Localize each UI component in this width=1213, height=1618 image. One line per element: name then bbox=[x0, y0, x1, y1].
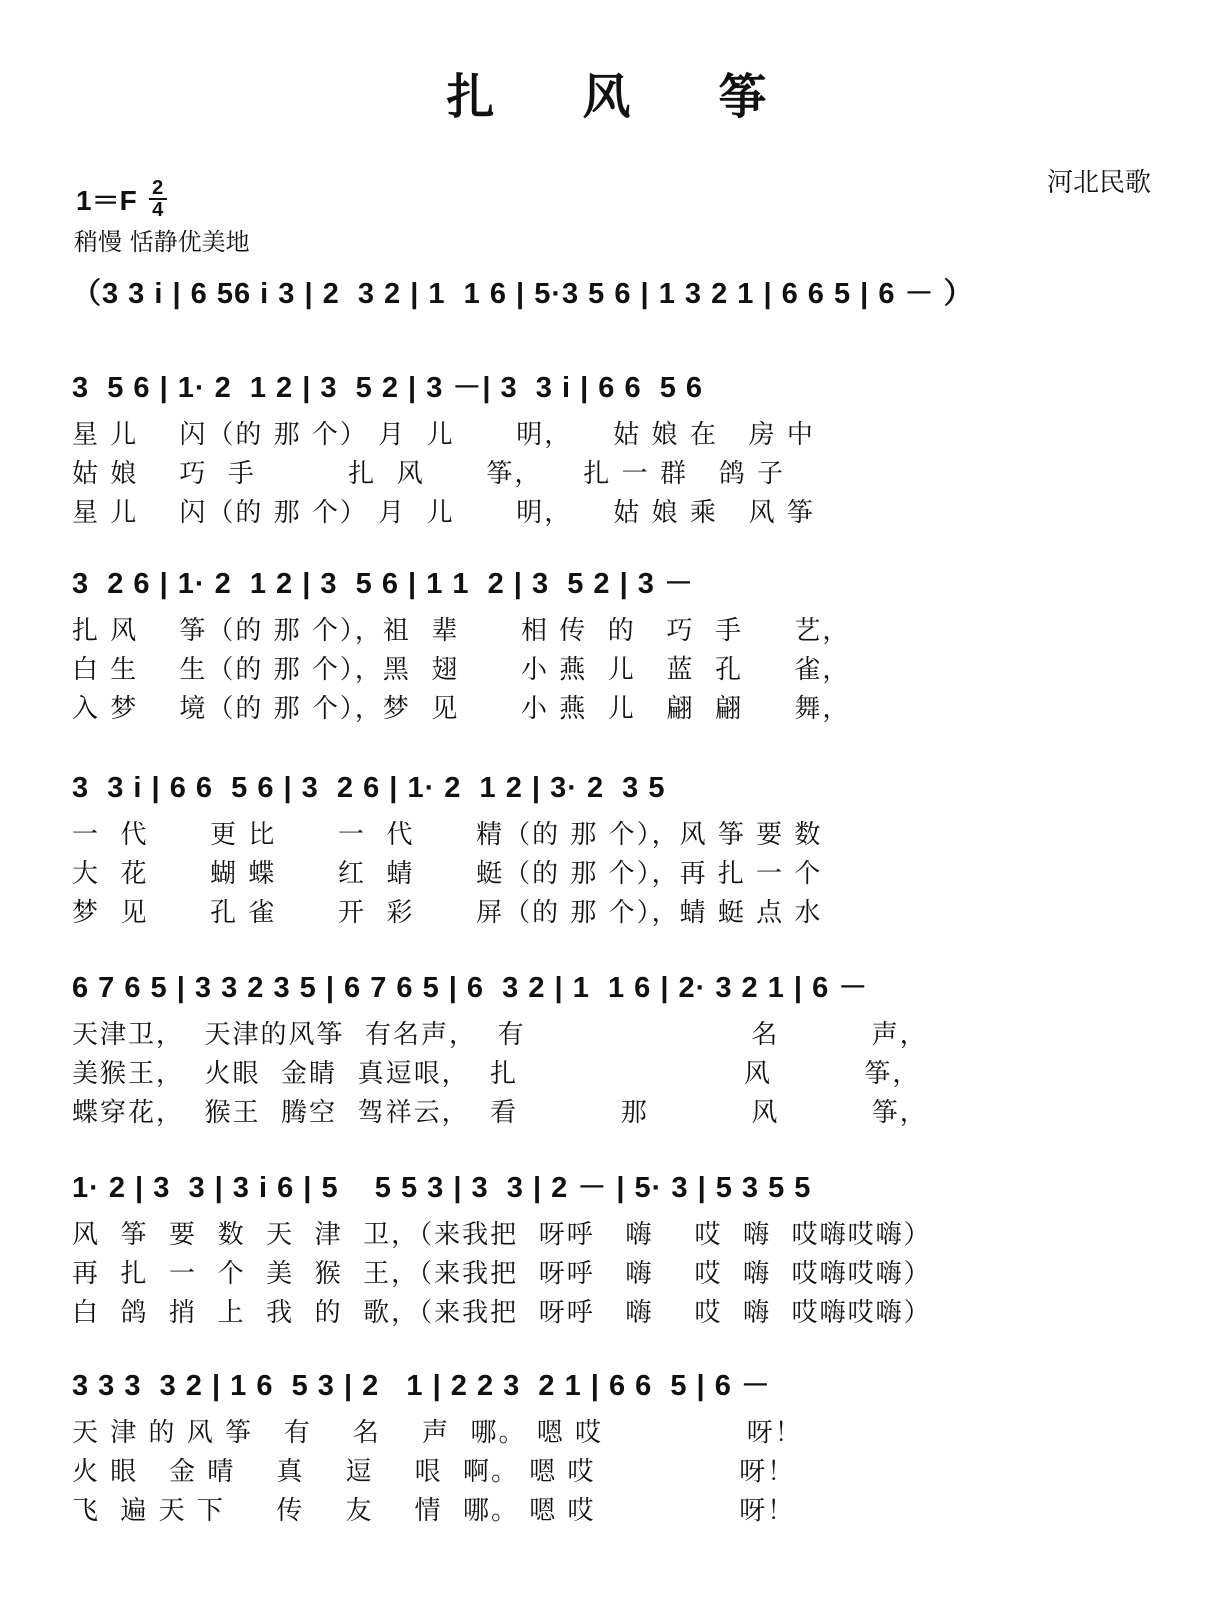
lyric-verse-2: 大 花 蝴 蝶 红 蜻 蜓（的 那 个），再 扎 一 个 bbox=[72, 859, 823, 889]
lyric-verse-1: 星 儿 闪（的 那 个） 月 儿 明， 姑 娘 在 房 中 bbox=[72, 420, 815, 450]
lyric-verse-2: 白 生 生（的 那 个），黑 翅 小 燕 儿 蓝 孔 雀， bbox=[72, 655, 851, 685]
lyric-verse-1: 扎 风 筝（的 那 个），祖 辈 相 传 的 巧 手 艺， bbox=[72, 616, 851, 646]
system-notes: 3 2 6 | 1· 2 1 2 | 3 5 6 | 1 1 2 | 3 5 2 | 3 － bbox=[72, 568, 694, 600]
score-system-1 bbox=[72, 360, 1112, 533]
lyric-verse-1: 一 代 更 比 一 代 精（的 那 个），风 筝 要 数 bbox=[72, 820, 823, 850]
key-label: 1＝F bbox=[76, 185, 137, 216]
intro-system bbox=[72, 266, 1112, 322]
system-notes: 3 5 6 | 1· 2 1 2 | 3 5 2 | 3 －| 3 3 i | 6 6 5 6 bbox=[72, 372, 704, 404]
lyric-verse-1: 风 筝 要 数 天 津 卫，（来我把 呀呼 嗨 哎 嗨 哎嗨哎嗨） bbox=[72, 1220, 932, 1250]
score-system-2 bbox=[72, 556, 1112, 729]
lyric-verse-2: 再 扎 一 个 美 猴 王，（来我把 呀呼 嗨 哎 嗨 哎嗨哎嗨） bbox=[72, 1259, 932, 1289]
song-title: 扎风筝 bbox=[446, 69, 855, 125]
system-notes: 3 3 3 3 2 | 1 6 5 3 | 2 1 | 2 2 3 2 1 | 6 6 5 | 6 － bbox=[72, 1370, 771, 1402]
time-signature bbox=[149, 178, 167, 220]
time-top: 2 bbox=[152, 177, 164, 199]
lyric-verse-3: 梦 见 孔 雀 开 彩 屏（的 那 个），蜻 蜓 点 水 bbox=[72, 898, 823, 928]
song-origin: 河北民歌 bbox=[1046, 168, 1151, 198]
lyric-verse-2: 火 眼 金 晴 真 逗 哏 啊。 嗯 哎 呀！ bbox=[72, 1457, 796, 1487]
lyric-verse-1: 天津卫， 天津的风筝 有名声， 有 名 声， bbox=[72, 1020, 928, 1050]
score-system-5 bbox=[72, 1160, 1112, 1333]
lyric-verse-3: 飞 遍 天 下 传 友 情 哪。 嗯 哎 呀！ bbox=[72, 1496, 796, 1526]
system-notes: 6 7 6 5 | 3 3 2 3 5 | 6 7 6 5 | 6 3 2 | 1 1 6 | 2· 3 2 1 | 6 － bbox=[72, 972, 869, 1004]
lyric-verse-3: 入 梦 境（的 那 个），梦 见 小 燕 儿 翩 翩 舞， bbox=[72, 694, 851, 724]
system-notes: 1· 2 | 3 3 | 3 i 6 | 5 5 5 3 | 3 3 | 2 － | 5· 3 | 5 3 5 5 bbox=[72, 1172, 812, 1204]
lyric-verse-1: 天 津 的 风 筝 有 名 声 哪。 嗯 哎 呀！ bbox=[72, 1418, 803, 1448]
system-notes: 3 3 i | 6 6 5 6 | 3 2 6 | 1· 2 1 2 | 3· 2 3 5 bbox=[72, 772, 666, 804]
score-system-6 bbox=[72, 1358, 1112, 1531]
score-system-4 bbox=[72, 960, 1112, 1133]
lyric-verse-3: 蝶穿花， 猴王 腾空 驾祥云， 看 那 风 筝， bbox=[72, 1098, 928, 1128]
tempo-marking: 稍慢 恬静优美地 bbox=[74, 228, 250, 256]
lyric-verse-3: 白 鸽 捎 上 我 的 歌，（来我把 呀呼 嗨 哎 嗨 哎嗨哎嗨） bbox=[72, 1298, 932, 1328]
intro-notes: （3 3 i | 6 56 i 3 | 2 3 2 | 1 1 6 | 5·3 5 6 | 1 3 2 1 | 6 6 5 | 6 － ） bbox=[72, 278, 974, 310]
lyric-verse-2: 姑 娘 巧 手 扎 风 筝， 扎 一 群 鸽 子 bbox=[72, 459, 785, 489]
lyric-verse-3: 星 儿 闪（的 那 个） 月 儿 明， 姑 娘 乘 风 筝 bbox=[72, 498, 815, 528]
time-bottom: 4 bbox=[152, 199, 164, 221]
key-signature bbox=[76, 178, 167, 220]
lyric-verse-2: 美猴王， 火眼 金睛 真逗哏， 扎 风 筝， bbox=[72, 1059, 921, 1089]
score-system-3 bbox=[72, 760, 1112, 933]
